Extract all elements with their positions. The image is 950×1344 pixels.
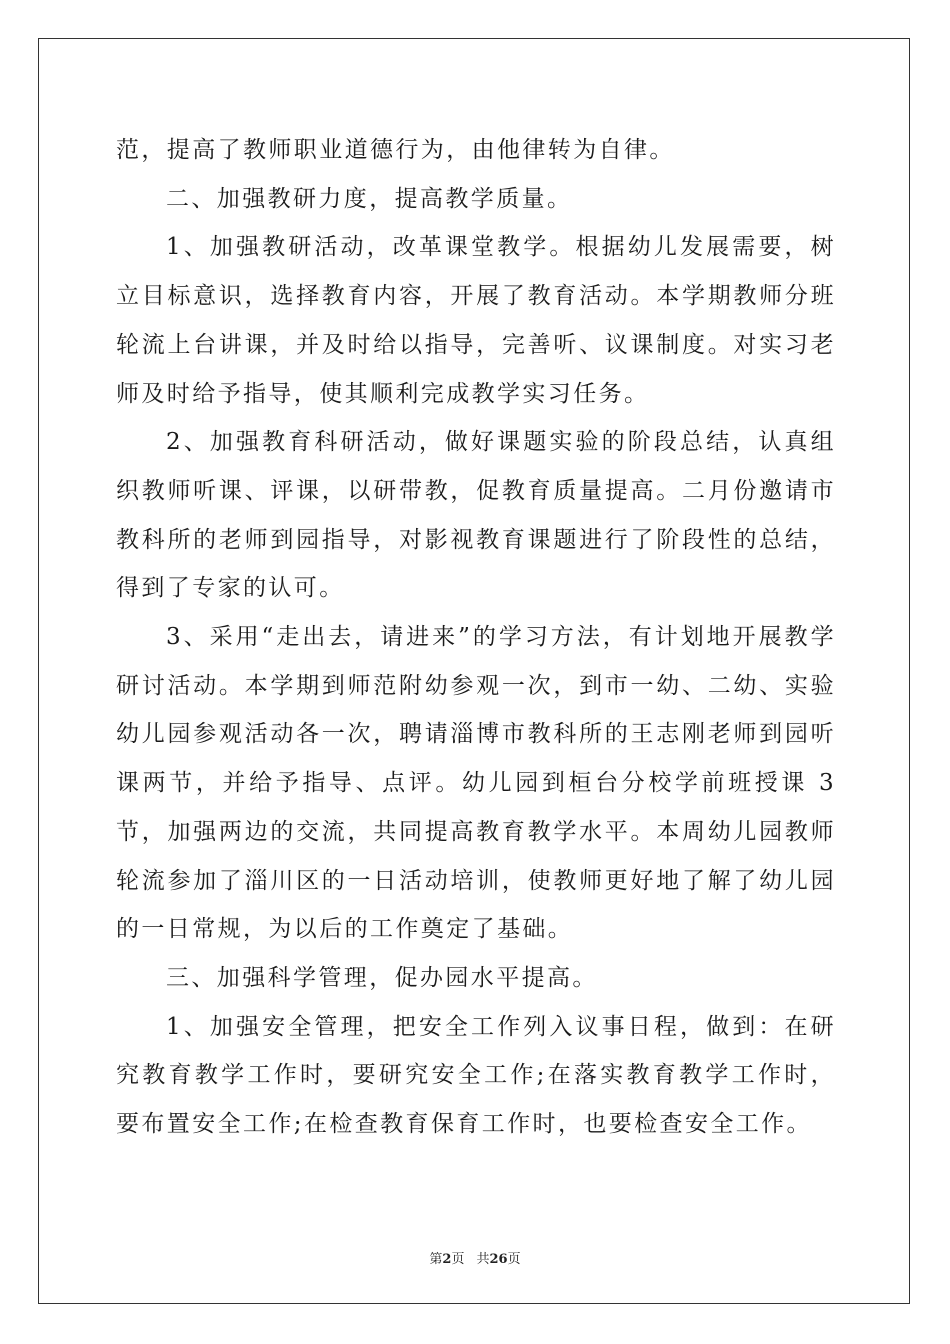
page-footer — [0, 1248, 950, 1267]
page-total: 共26页 — [476, 1252, 521, 1267]
document-body — [116, 126, 836, 1149]
page-number: 第2页 — [429, 1252, 465, 1267]
paragraph-item-2-1: 1、加强教研活动，改革课堂教学。根据幼儿发展需要，树立目标意识，选择教育内容，开展了教育活动。本学期教师分班轮流上台讲课，并及时给以指导，完善听、议课制度。对实习老师及时给予指导，使其顺利完成教学实习任务。 — [116, 234, 836, 407]
paragraph-item-2-2: 2、加强教育科研活动，做好课题实验的阶段总结，认真组织教师听课、评课，以研带教，促教育质量提高。二月份邀请市教科所的老师到园指导，对影视教育课题进行了阶段性的总结，得到了专家的认可。 — [116, 429, 836, 602]
section-heading-3: 三、加强科学管理，促办园水平提高。 — [166, 964, 598, 991]
section-heading-2: 二、加强教研力度，提高教学质量。 — [166, 185, 573, 212]
paragraph-item-3-1: 1、加强安全管理，把安全工作列入议事日程，做到：在研究教育教学工作时，要研究安全工作;在落实教育教学工作时，要布置安全工作;在检查教育保育工作时，也要检查安全工作。 — [116, 1013, 836, 1138]
paragraph-continuation: 范，提高了教师职业道德行为，由他律转为自律。 — [116, 137, 675, 163]
paragraph-item-2-3: 3、采用“走出去，请进来”的学习方法，有计划地开展教学研讨活动。本学期到师范附幼参观一次，到市一幼、二幼、实验幼儿园参观活动各一次，聘请淄博市教科所的王志刚老师到园听课两节，并给予指导、点评。幼儿园到桓台分校学前班授课 3 节，加强两边的交流，共同提高教育教学水平。本周幼儿园教师轮流参加了淄川区的一日活动培训，使教师更好地了解了幼儿园的一日常规，为以后的工作奠定了基础。 — [116, 624, 836, 943]
